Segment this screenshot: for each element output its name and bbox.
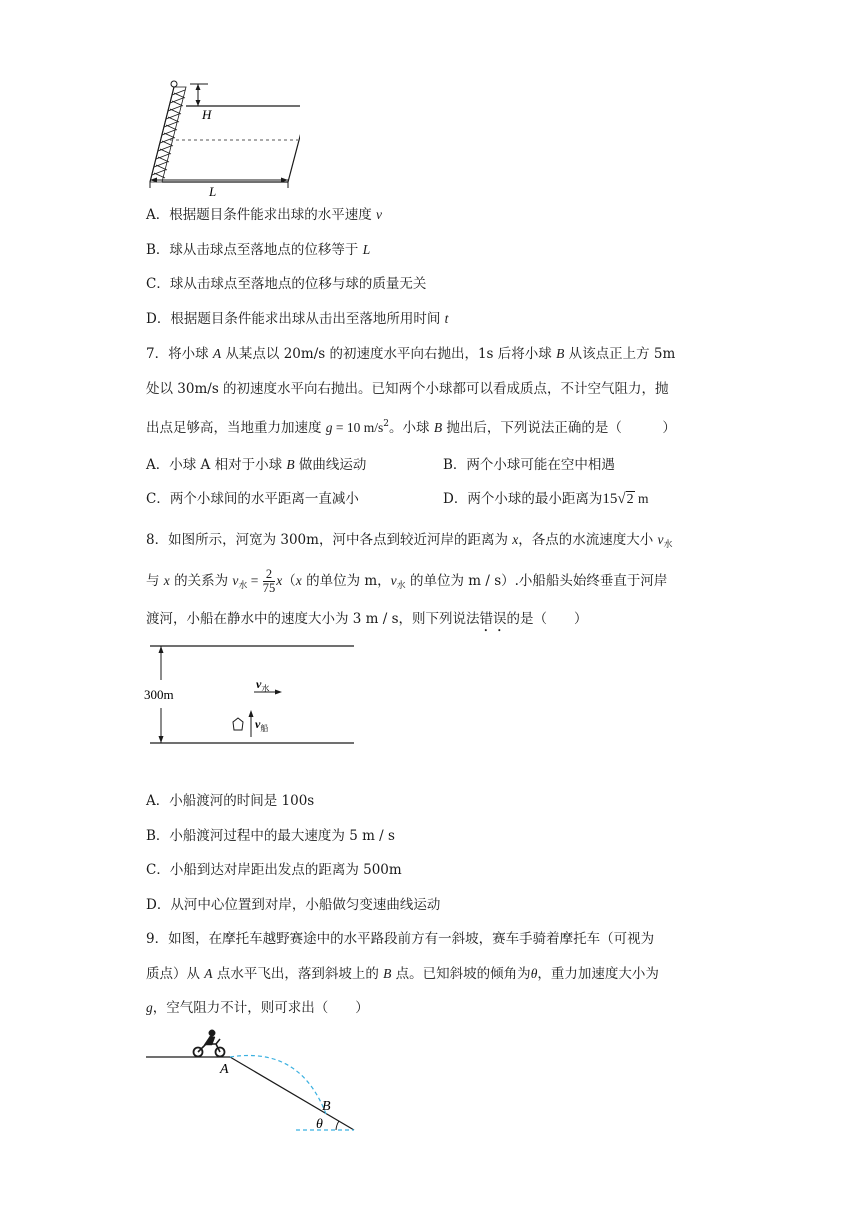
q8-stem-line-1: 8．如图所示，河宽为 300m，河中各点到较近河岸的距离为 x，各点的水流速度大小 $v_水$ [146,532,673,550]
q7-option-c[interactable]: C．两个小球间的水平距离一直减小 [146,491,359,507]
q7-stem-line-3: 出点足够高，当地重力加速度 g = 10 $m/s^2$。小球 B 抛出后，下列说法正确的是（ ） [146,419,676,436]
q7-option-d[interactable]: D．两个小球的最小距离为15√2 m [443,491,649,507]
q6-option-d[interactable]: D．根据题目条件能求出球从击出至落地所用时间 t [146,311,449,327]
q6-option-a[interactable]: A．根据题目条件能求出球的水平速度 v [146,207,383,223]
q7-option-a[interactable]: A．小球 A 相对于小球 B 做曲线运动 [146,457,367,473]
q8-stem-line-3: 渡河，小船在静水中的速度大小为 3 m / s，则下列说法错误的是（ ） [146,611,588,627]
velocity-fraction: $\frac{2}{75}$ [262,567,276,595]
point-a-label: A [220,1062,229,1077]
svg-text:v水: $v_水$ [256,677,270,693]
net-hatch [150,87,186,182]
river-figure [140,642,360,750]
motorcycle-icon [194,1030,225,1057]
river-width-label: 300m [144,687,174,702]
slope-figure [140,1026,360,1136]
q6-option-c[interactable]: C．球从击球点至落地点的位移与球的质量无关 [146,276,427,292]
q9-stem-line-3: g，空气阻力不计，则可求出（ ） [146,1000,369,1016]
emphasis-wrong: 错误 [479,611,507,627]
net-post-top [171,81,177,87]
court-figure [140,76,300,200]
q8-option-c[interactable]: C．小船到达对岸距出发点的距离为 500m [146,862,402,878]
theta-arc [336,1121,339,1130]
height-label: H [202,107,212,122]
q6-option-b[interactable]: B．球从击球点至落地点的位移等于 L [146,242,371,258]
svg-text:v船: $v_船$ [255,717,269,733]
point-b-label: B [322,1099,331,1114]
q9-stem-line-1: 9．如图，在摩托车越野赛途中的水平路段前方有一斜坡，赛车手骑着摩托车（可视为 [146,931,655,947]
q7-stem-line-1: 7．将小球 A 从某点以 20m/s 的初速度水平向右抛出，1s 后将小球 B 从该点正上方 5m [146,346,676,362]
q8-option-b[interactable]: B．小船渡河过程中的最大速度为 5 m / s [146,828,395,844]
q8-option-a[interactable]: A．小船渡河的时间是 100s [146,793,315,809]
q8-stem-line-2: 与 x 的关系为 $v_水$ = $\frac{2}{75}$ x（x 的单位为 m，$v_水$ 的单位为 m / s）.小船船头始终垂直于河岸 [146,567,668,595]
q9-stem-line-2: 质点）从 A 点水平飞出，落到斜坡上的 B 点。已知斜坡的倾角为θ，重力加速度大小为 [146,966,659,982]
court-outline [162,106,300,182]
theta-label: θ [316,1117,323,1132]
boat-icon [233,718,243,730]
q7-option-b[interactable]: B．两个小球可能在空中相遇 [443,457,615,473]
q8-option-d[interactable]: D．从河中心位置到对岸，小船做匀变速曲线运动 [146,897,441,913]
length-label: L [209,184,217,199]
q7-stem-line-2: 处以 30m/s 的初速度水平向右抛出。已知两个小球都可以看成质点，不计空气阻力，抛 [146,381,669,397]
